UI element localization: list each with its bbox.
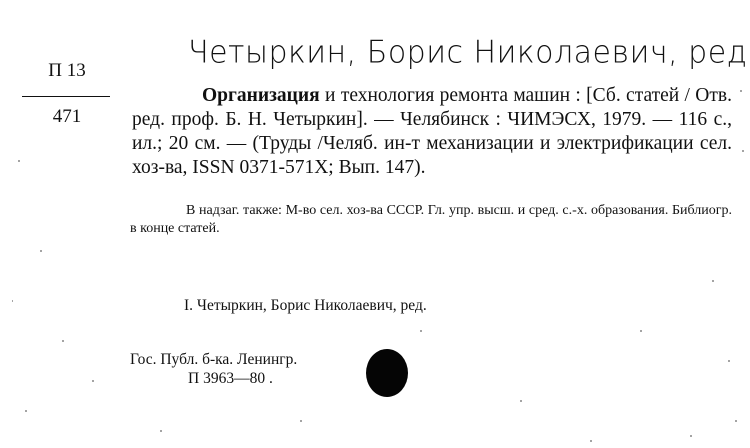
bibliographic-description (132, 84, 732, 180)
scan-speck (420, 330, 422, 332)
scan-speck (520, 400, 522, 402)
card-punch-hole (366, 349, 408, 397)
scan-speck (92, 380, 94, 382)
scan-speck (18, 160, 20, 162)
scan-speck (12, 300, 13, 302)
scan-speck (740, 90, 742, 92)
scan-speck (62, 340, 64, 342)
note-content: В надзаг. также: М-во сел. хоз-ва СССР. Гл. упр. высш. и сред. с.-х. образования. Библиогр. в конце статей. (130, 203, 732, 236)
scan-speck (742, 150, 744, 152)
inventory-number: П 3963—80 . (188, 370, 273, 387)
tracing-entry: I. Четыркин, Борис Николаевич, ред. (184, 297, 427, 314)
scan-speck (735, 420, 737, 422)
scan-speck (300, 420, 302, 422)
scan-speck (40, 250, 42, 252)
shelf-mark-top: П 13 (48, 60, 86, 81)
scan-speck (160, 430, 162, 432)
note-text (130, 202, 732, 238)
scan-speck (590, 440, 592, 442)
shelf-mark-divider (22, 96, 110, 97)
scan-speck (690, 435, 692, 437)
description-text: и технология ремонта машин : [Сб. статей / Отв. ред. проф. Б. Н. Четыркин]. — Челябинск : ЧИМЭСХ, 1979. — 116 с., ил.; 20 см. — (Труды /Челяб. ин-т механизации и электрификации сел. хоз-ва, ISSN 0371-571X; Вып. 147). (132, 85, 732, 178)
scan-speck (640, 330, 642, 332)
scan-speck (25, 410, 27, 412)
title-bold: Организация (202, 85, 320, 106)
library-stamp (130, 350, 297, 388)
scan-speck (712, 280, 714, 282)
shelf-mark-bottom: 471 (52, 106, 82, 127)
library-name: Гос. Публ. б-ка. Ленингр. (130, 351, 298, 368)
scan-speck (728, 360, 730, 362)
handwritten-heading: Четыркин, Борис Николаевич, ред (188, 34, 748, 71)
